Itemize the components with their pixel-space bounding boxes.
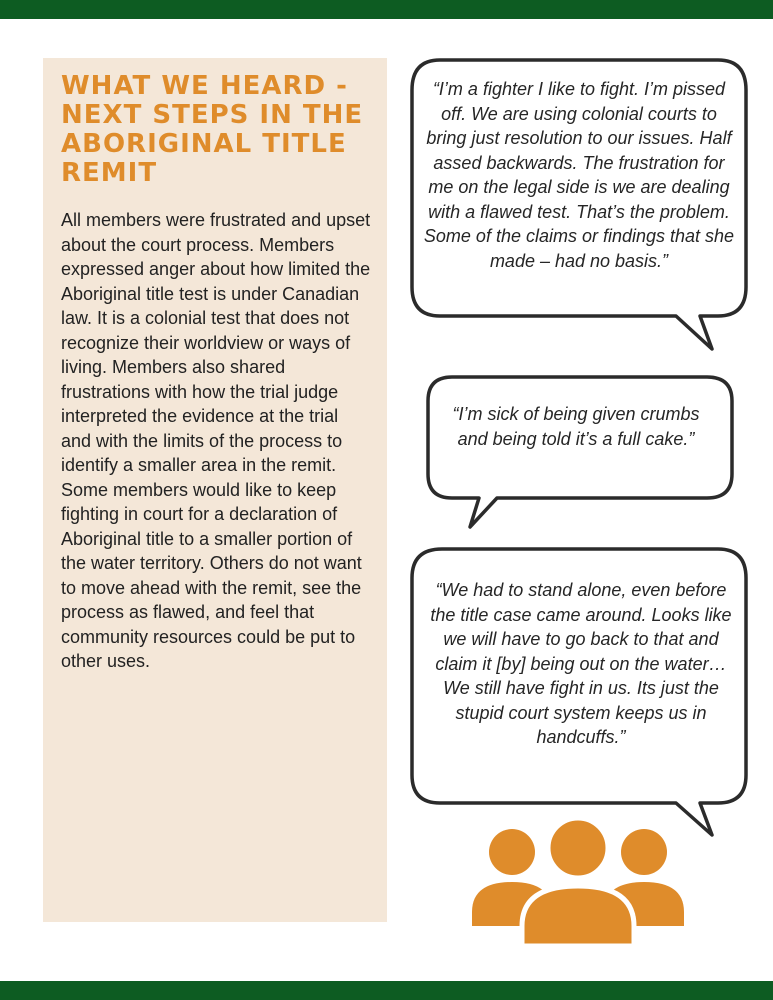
- panel-heading: WHAT WE HEARD - NEXT STEPS IN THE ABORIGINAL TITLE REMIT: [61, 71, 364, 188]
- people-group-icon: [472, 818, 684, 946]
- speech-bubble-2: [428, 377, 732, 527]
- bottom-band: [0, 981, 773, 1000]
- person-center-head: [548, 818, 608, 878]
- quote-1: “I’m a fighter I like to fight. I’m pissed off. We are using colonial courts to bring just resolution to our issues. Half assed backwards. The frustration for me on the legal side is we are dealing with a flawed test. That’s the problem. Some of the claims or findings that she made – had no basis.”: [423, 79, 735, 271]
- person-left-head: [489, 829, 535, 875]
- quote-3: “We had to stand alone, even before the title case came around. Looks like we will have to go back to that and claim it [by] being out on the water…We still have fight in us. Its just the stupid court system keeps us in handcuffs.”: [430, 580, 732, 747]
- panel-body-text: All members were frustrated and upset about the court process. Members expressed anger about how limited the Aboriginal title test is under Canadian law. It is a colonial test that does not recognize their worldview or ways of living. Members also shared frustrations with how the trial judge interpreted the evidence at the trial and with the limits of the process to identify a smaller area in the remit. Some members would like to keep fighting in court for a declaration of Aboriginal title to a smaller portion of the water territory. Others do not want to move ahead with the remit, see the process as flawed, and feel that community resources could be put to other uses.: [61, 210, 371, 671]
- person-right-head: [621, 829, 667, 875]
- quote-2: “I’m sick of being given crumbs and being told it’s a full cake.”: [452, 404, 700, 449]
- person-center-body: [522, 886, 634, 946]
